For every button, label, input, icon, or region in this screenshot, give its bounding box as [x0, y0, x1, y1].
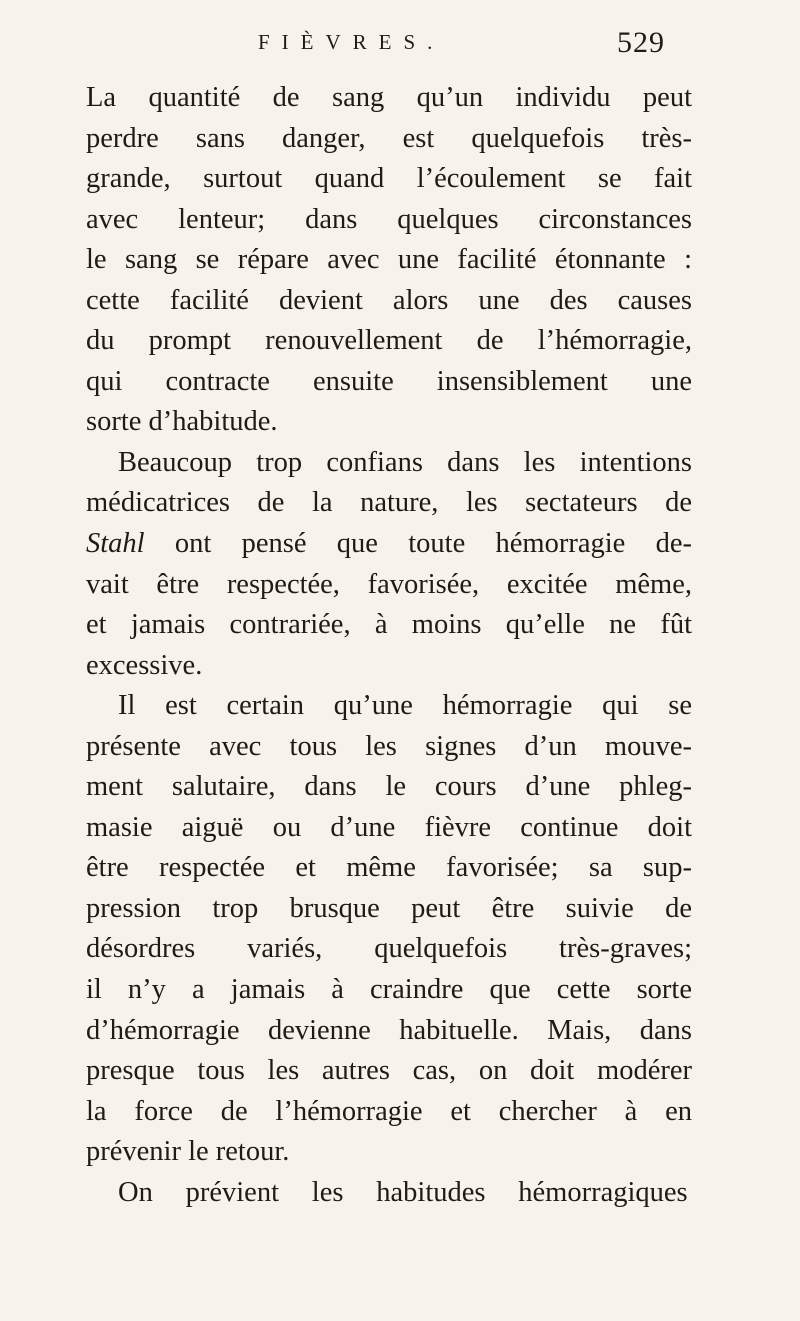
text-line: Il est certain qu’une hémorragie qui se — [118, 690, 692, 722]
page-number: 529 — [617, 26, 665, 59]
proper-name-stahl: Stahl — [86, 528, 145, 560]
text-line: perdre sans danger, est quelquefois très- — [86, 122, 692, 154]
body-text — [86, 78, 692, 1213]
text-line: masie aiguë ou d’une fièvre continue doit — [86, 811, 692, 843]
text-line: presque tous les autres cas, on doit modérer — [86, 1055, 692, 1087]
text-line: médicatrices de la nature, les sectateurs de — [86, 487, 692, 519]
text-line: On prévient les habitudes hémorragiques — [118, 1176, 688, 1208]
text-line: pression trop brusque peut être suivie de — [86, 892, 692, 924]
text-line: Stahl ont pensé que toute hémorragie de- — [86, 528, 692, 560]
text-line: présente avec tous les signes d’un mouve- — [86, 730, 692, 762]
text-line: prévenir le retour. — [86, 1136, 290, 1168]
text-line: désordres variés, quelquefois très-graves; — [86, 933, 692, 965]
text-line: être respectée et même favorisée; sa sup- — [86, 852, 692, 884]
text-line: avec lenteur; dans quelques circonstances — [86, 203, 692, 235]
text-line: du prompt renouvellement de l’hémorragie, — [86, 325, 692, 357]
text-line: le sang se répare avec une facilité étonnante : — [86, 244, 692, 276]
text-line: excessive. — [86, 649, 203, 681]
text-line: sorte d’habitude. — [86, 406, 278, 438]
text-line: d’hémorragie devienne habituelle. Mais, dans — [86, 1014, 692, 1046]
text-line: qui contracte ensuite insensiblement une — [86, 365, 692, 397]
text-line: la force de l’hémorragie et chercher à en — [86, 1095, 692, 1127]
text-line: La quantité de sang qu’un individu peut — [86, 82, 692, 113]
text-line: Beaucoup trop confians dans les intentions — [118, 446, 692, 478]
text-line: grande, surtout quand l’écoulement se fait — [86, 163, 692, 195]
text-line: vait être respectée, favorisée, excitée même, — [86, 568, 692, 600]
running-title: FIÈVRES. — [258, 30, 445, 54]
text-line: cette facilité devient alors une des causes — [86, 284, 692, 316]
text-line: il n’y a jamais à craindre que cette sorte — [86, 974, 692, 1006]
text-line: ment salutaire, dans le cours d’une phleg- — [86, 771, 692, 803]
text-line: et jamais contrariée, à moins qu’elle ne fût — [86, 609, 692, 641]
